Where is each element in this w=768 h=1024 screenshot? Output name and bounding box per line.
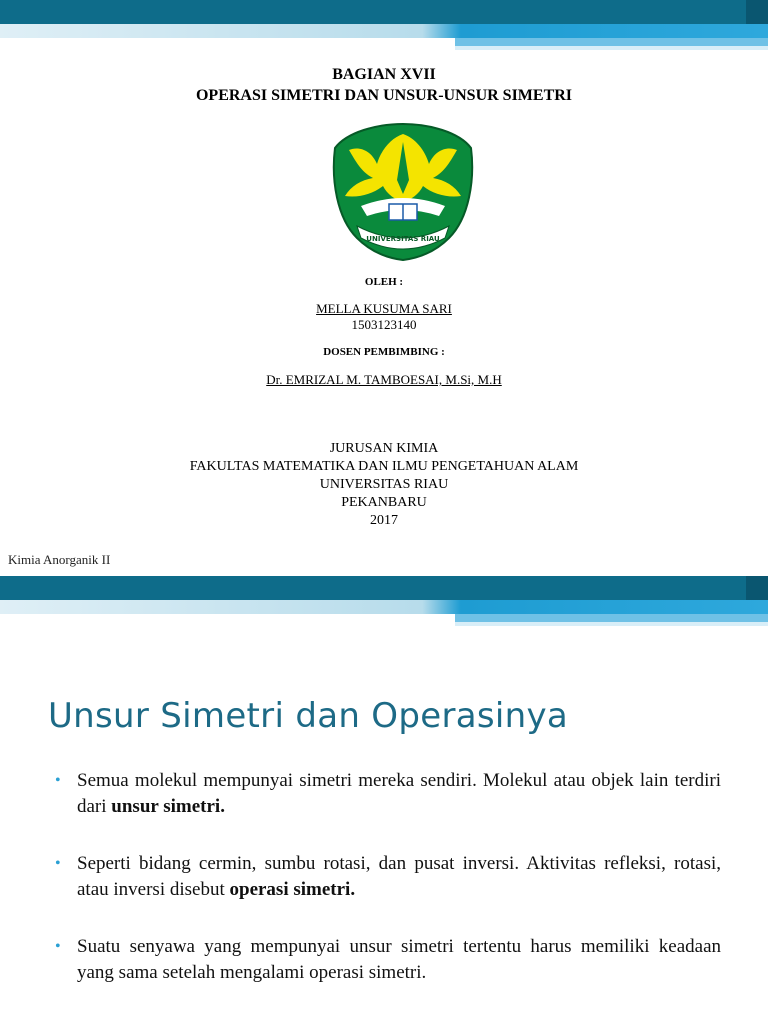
inst-line-3: UNIVERSITAS RIAU (319, 477, 449, 492)
author-id: 1503123140 (351, 317, 417, 332)
university-logo (331, 120, 475, 262)
oleh-label: OLEH : (364, 276, 404, 288)
inst-line-2: FAKULTAS MATEMATIKA DAN ILMU PENGETAHUAN ALAM (189, 459, 579, 474)
content-slide (0, 576, 768, 1024)
bullet-dot-icon: • (55, 938, 61, 955)
dosen-label: DOSEN PEMBIMBING : (323, 346, 445, 358)
inst-line-4: PEKANBARU (341, 495, 427, 510)
list-item (55, 768, 721, 820)
header-band-2 (0, 576, 768, 632)
bullet-bold: unsur simetri. (111, 796, 225, 817)
slide-footer: Kimia Anorganik II (8, 552, 111, 567)
title-line-2: OPERASI SIMETRI DAN UNSUR-UNSUR SIMETRI (195, 87, 573, 104)
dosen-block (0, 372, 768, 388)
author-block (0, 301, 768, 333)
logo-text: UNIVERSITAS RIAU (366, 235, 440, 243)
dosen-name: Dr. EMRIZAL M. TAMBOESAI, M.Si, M.H (266, 372, 502, 387)
list-item (55, 851, 721, 903)
bullet-text: Suatu senyawa yang mempunyai unsur simetri tertentu harus memiliki keadaan yang sama setelah mengalami operasi simetri. (77, 936, 721, 983)
year: 2017 (370, 513, 398, 528)
header-band (0, 0, 768, 56)
slide-heading: Unsur Simetri dan Operasinya (48, 696, 569, 736)
slide-title (0, 64, 768, 106)
bullet-text: Semua molekul mempunyai simetri mereka sendiri. Molekul atau objek lain terdiri dari (77, 770, 721, 817)
bullet-text: Seperti bidang cermin, sumbu rotasi, dan pusat inversi. Aktivitas refleksi, rotasi, atau inversi disebut (77, 853, 721, 900)
inst-line-1: JURUSAN KIMIA (329, 441, 439, 456)
bullet-list (55, 768, 721, 1017)
bullet-dot-icon: • (55, 772, 61, 789)
author-name: MELLA KUSUMA SARI (316, 301, 452, 316)
bullet-dot-icon: • (55, 855, 61, 872)
institution-block (0, 440, 768, 530)
list-item (55, 934, 721, 986)
title-line-1: BAGIAN XVII (332, 66, 436, 83)
bullet-bold: operasi simetri. (229, 879, 356, 900)
